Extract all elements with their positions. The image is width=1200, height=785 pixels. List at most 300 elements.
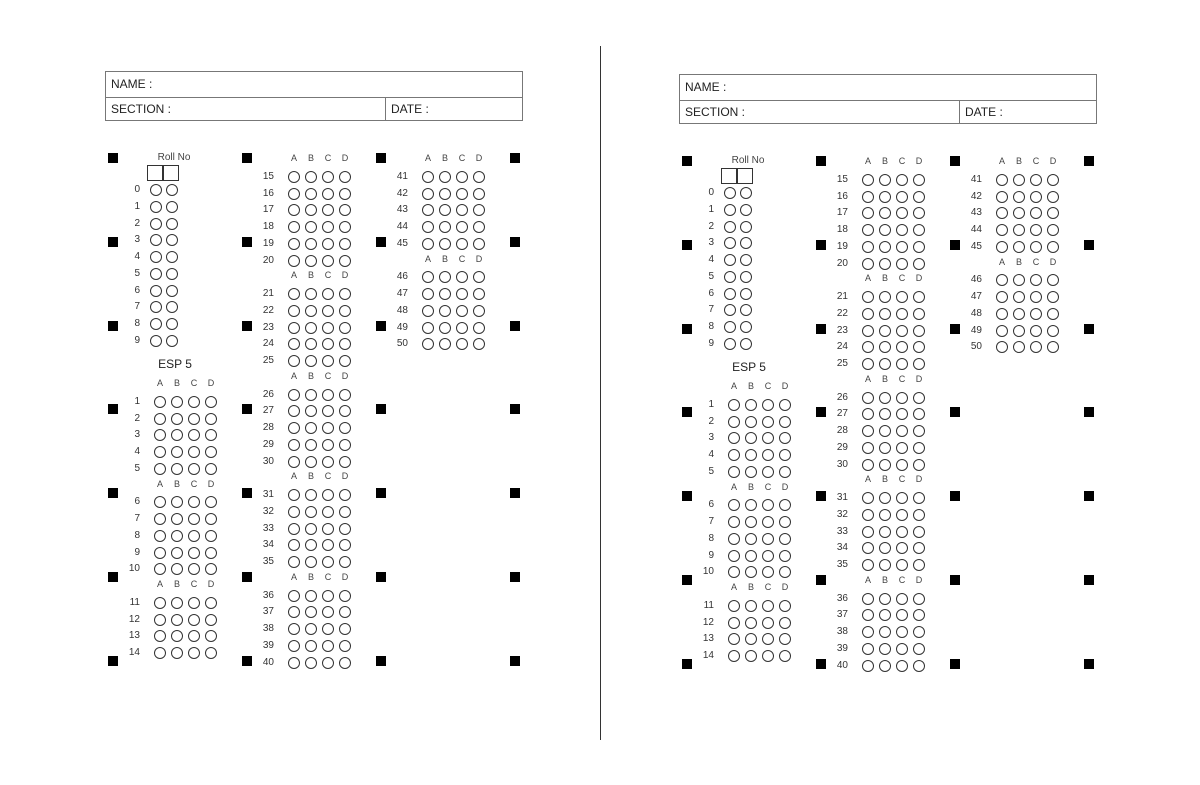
answer-bubble-a[interactable] [728,617,740,629]
answer-bubble-b[interactable] [171,413,183,425]
answer-bubble-d[interactable] [339,305,351,317]
answer-bubble-b[interactable] [171,547,183,559]
answer-bubble-b[interactable] [305,489,317,501]
answer-bubble-a[interactable] [728,416,740,428]
answer-bubble-c[interactable] [896,492,908,504]
answer-bubble-d[interactable] [913,325,925,337]
answer-bubble-d[interactable] [473,171,485,183]
answer-bubble-c[interactable] [762,449,774,461]
answer-bubble-d[interactable] [339,623,351,635]
answer-bubble-b[interactable] [745,432,757,444]
answer-bubble-d[interactable] [205,647,217,659]
answer-bubble-d[interactable] [339,405,351,417]
answer-bubble-c[interactable] [456,271,468,283]
answer-bubble-a[interactable] [728,516,740,528]
answer-bubble-b[interactable] [745,399,757,411]
roll-bubble-units[interactable] [166,301,178,313]
roll-bubble-units[interactable] [740,221,752,233]
answer-bubble-b[interactable] [439,271,451,283]
roll-bubble-units[interactable] [166,184,178,196]
answer-bubble-a[interactable] [862,241,874,253]
answer-bubble-c[interactable] [1030,291,1042,303]
answer-bubble-d[interactable] [205,513,217,525]
answer-bubble-c[interactable] [762,399,774,411]
answer-bubble-c[interactable] [896,526,908,538]
answer-bubble-a[interactable] [996,341,1008,353]
answer-bubble-c[interactable] [322,238,334,250]
answer-bubble-c[interactable] [322,539,334,551]
answer-bubble-a[interactable] [288,171,300,183]
roll-bubble-tens[interactable] [150,184,162,196]
answer-bubble-d[interactable] [473,221,485,233]
answer-bubble-d[interactable] [779,550,791,562]
answer-bubble-a[interactable] [862,392,874,404]
answer-bubble-c[interactable] [896,593,908,605]
answer-bubble-a[interactable] [728,449,740,461]
answer-bubble-d[interactable] [339,657,351,669]
answer-bubble-d[interactable] [205,547,217,559]
answer-bubble-b[interactable] [879,609,891,621]
roll-digit-box-2[interactable] [737,168,753,184]
answer-bubble-b[interactable] [879,425,891,437]
answer-bubble-b[interactable] [305,305,317,317]
answer-bubble-b[interactable] [171,597,183,609]
answer-bubble-b[interactable] [305,439,317,451]
answer-bubble-a[interactable] [288,322,300,334]
answer-bubble-d[interactable] [779,399,791,411]
answer-bubble-a[interactable] [862,492,874,504]
roll-bubble-units[interactable] [740,254,752,266]
answer-bubble-a[interactable] [288,556,300,568]
answer-bubble-b[interactable] [305,221,317,233]
answer-bubble-a[interactable] [862,609,874,621]
answer-bubble-b[interactable] [745,550,757,562]
answer-bubble-b[interactable] [879,258,891,270]
answer-bubble-a[interactable] [996,191,1008,203]
answer-bubble-d[interactable] [913,542,925,554]
roll-bubble-tens[interactable] [150,318,162,330]
answer-bubble-c[interactable] [896,425,908,437]
answer-bubble-b[interactable] [305,640,317,652]
answer-bubble-c[interactable] [762,466,774,478]
answer-bubble-c[interactable] [896,174,908,186]
answer-bubble-d[interactable] [473,204,485,216]
answer-bubble-d[interactable] [205,530,217,542]
answer-bubble-d[interactable] [473,288,485,300]
answer-bubble-c[interactable] [188,429,200,441]
roll-bubble-units[interactable] [740,187,752,199]
answer-bubble-a[interactable] [728,600,740,612]
answer-bubble-b[interactable] [171,463,183,475]
answer-bubble-b[interactable] [171,429,183,441]
answer-bubble-a[interactable] [288,489,300,501]
answer-bubble-a[interactable] [862,559,874,571]
answer-bubble-c[interactable] [896,191,908,203]
answer-bubble-b[interactable] [879,191,891,203]
answer-bubble-a[interactable] [996,224,1008,236]
answer-bubble-a[interactable] [288,539,300,551]
roll-bubble-tens[interactable] [724,321,736,333]
answer-bubble-c[interactable] [1030,224,1042,236]
answer-bubble-c[interactable] [896,341,908,353]
answer-bubble-a[interactable] [862,542,874,554]
answer-bubble-d[interactable] [339,556,351,568]
answer-bubble-c[interactable] [322,556,334,568]
answer-bubble-c[interactable] [322,389,334,401]
answer-bubble-b[interactable] [439,288,451,300]
answer-bubble-a[interactable] [862,358,874,370]
answer-bubble-d[interactable] [779,650,791,662]
answer-bubble-b[interactable] [305,556,317,568]
answer-bubble-b[interactable] [879,358,891,370]
answer-bubble-b[interactable] [439,221,451,233]
answer-bubble-a[interactable] [728,466,740,478]
roll-bubble-tens[interactable] [724,237,736,249]
answer-bubble-c[interactable] [322,523,334,535]
answer-bubble-b[interactable] [879,593,891,605]
answer-bubble-d[interactable] [339,456,351,468]
answer-bubble-c[interactable] [896,392,908,404]
answer-bubble-a[interactable] [422,171,434,183]
answer-bubble-b[interactable] [305,238,317,250]
date-field[interactable] [960,100,1096,124]
answer-bubble-a[interactable] [728,399,740,411]
answer-bubble-c[interactable] [1030,207,1042,219]
answer-bubble-c[interactable] [896,643,908,655]
answer-bubble-c[interactable] [322,305,334,317]
answer-bubble-b[interactable] [171,563,183,575]
answer-bubble-d[interactable] [913,207,925,219]
answer-bubble-a[interactable] [154,597,166,609]
answer-bubble-c[interactable] [762,499,774,511]
answer-bubble-a[interactable] [422,204,434,216]
answer-bubble-c[interactable] [322,422,334,434]
roll-bubble-units[interactable] [166,268,178,280]
answer-bubble-d[interactable] [779,449,791,461]
answer-bubble-a[interactable] [862,224,874,236]
answer-bubble-a[interactable] [288,221,300,233]
answer-bubble-d[interactable] [339,590,351,602]
roll-bubble-units[interactable] [166,234,178,246]
roll-bubble-tens[interactable] [150,201,162,213]
answer-bubble-c[interactable] [322,506,334,518]
answer-bubble-d[interactable] [913,509,925,521]
answer-bubble-c[interactable] [896,609,908,621]
answer-bubble-c[interactable] [762,550,774,562]
answer-bubble-d[interactable] [1047,308,1059,320]
answer-bubble-c[interactable] [1030,274,1042,286]
answer-bubble-b[interactable] [879,643,891,655]
answer-bubble-d[interactable] [339,238,351,250]
answer-bubble-b[interactable] [879,291,891,303]
answer-bubble-d[interactable] [339,221,351,233]
answer-bubble-a[interactable] [728,566,740,578]
answer-bubble-b[interactable] [305,506,317,518]
section-field[interactable] [106,97,386,121]
answer-bubble-b[interactable] [745,516,757,528]
answer-bubble-c[interactable] [456,322,468,334]
answer-bubble-b[interactable] [1013,274,1025,286]
answer-bubble-a[interactable] [728,550,740,562]
answer-bubble-a[interactable] [154,396,166,408]
answer-bubble-c[interactable] [762,533,774,545]
roll-bubble-units[interactable] [166,201,178,213]
answer-bubble-a[interactable] [288,338,300,350]
answer-bubble-d[interactable] [913,609,925,621]
answer-bubble-c[interactable] [762,566,774,578]
answer-bubble-b[interactable] [745,466,757,478]
answer-bubble-d[interactable] [779,499,791,511]
answer-bubble-b[interactable] [1013,241,1025,253]
answer-bubble-a[interactable] [154,530,166,542]
answer-bubble-b[interactable] [171,446,183,458]
roll-bubble-tens[interactable] [724,187,736,199]
answer-bubble-a[interactable] [996,174,1008,186]
answer-bubble-b[interactable] [171,630,183,642]
answer-bubble-b[interactable] [305,204,317,216]
answer-bubble-b[interactable] [879,174,891,186]
answer-bubble-d[interactable] [913,358,925,370]
answer-bubble-a[interactable] [422,238,434,250]
answer-bubble-d[interactable] [913,425,925,437]
roll-digit-box-1[interactable] [147,165,163,181]
answer-bubble-b[interactable] [171,614,183,626]
answer-bubble-b[interactable] [171,396,183,408]
answer-bubble-d[interactable] [1047,291,1059,303]
answer-bubble-a[interactable] [154,446,166,458]
answer-bubble-a[interactable] [288,355,300,367]
answer-bubble-b[interactable] [1013,191,1025,203]
answer-bubble-a[interactable] [154,496,166,508]
answer-bubble-d[interactable] [205,413,217,425]
answer-bubble-a[interactable] [154,413,166,425]
answer-bubble-b[interactable] [305,422,317,434]
answer-bubble-c[interactable] [762,600,774,612]
answer-bubble-d[interactable] [339,489,351,501]
answer-bubble-a[interactable] [862,308,874,320]
answer-bubble-d[interactable] [913,660,925,672]
answer-bubble-d[interactable] [1047,341,1059,353]
answer-bubble-b[interactable] [305,590,317,602]
answer-bubble-b[interactable] [879,509,891,521]
answer-bubble-b[interactable] [1013,341,1025,353]
answer-bubble-a[interactable] [288,623,300,635]
answer-bubble-a[interactable] [996,325,1008,337]
roll-bubble-units[interactable] [166,218,178,230]
answer-bubble-a[interactable] [996,291,1008,303]
roll-bubble-tens[interactable] [724,304,736,316]
answer-bubble-b[interactable] [745,600,757,612]
answer-bubble-c[interactable] [188,513,200,525]
answer-bubble-b[interactable] [305,355,317,367]
answer-bubble-d[interactable] [779,633,791,645]
answer-bubble-b[interactable] [1013,174,1025,186]
answer-bubble-d[interactable] [779,600,791,612]
answer-bubble-c[interactable] [896,626,908,638]
answer-bubble-a[interactable] [288,255,300,267]
answer-bubble-d[interactable] [779,416,791,428]
answer-bubble-d[interactable] [913,459,925,471]
answer-bubble-a[interactable] [862,291,874,303]
answer-bubble-b[interactable] [879,241,891,253]
answer-bubble-c[interactable] [1030,325,1042,337]
answer-bubble-a[interactable] [862,442,874,454]
answer-bubble-a[interactable] [862,191,874,203]
answer-bubble-d[interactable] [205,597,217,609]
answer-bubble-a[interactable] [154,513,166,525]
answer-bubble-c[interactable] [322,606,334,618]
answer-bubble-b[interactable] [879,660,891,672]
answer-bubble-d[interactable] [473,338,485,350]
answer-bubble-d[interactable] [339,606,351,618]
roll-bubble-units[interactable] [166,251,178,263]
answer-bubble-c[interactable] [322,489,334,501]
answer-bubble-a[interactable] [862,593,874,605]
answer-bubble-d[interactable] [913,559,925,571]
answer-bubble-a[interactable] [862,425,874,437]
answer-bubble-a[interactable] [288,439,300,451]
answer-bubble-d[interactable] [339,322,351,334]
answer-bubble-b[interactable] [879,341,891,353]
answer-bubble-d[interactable] [205,446,217,458]
answer-bubble-b[interactable] [171,513,183,525]
answer-bubble-c[interactable] [188,614,200,626]
answer-bubble-a[interactable] [154,429,166,441]
answer-bubble-c[interactable] [456,305,468,317]
answer-bubble-b[interactable] [745,416,757,428]
answer-bubble-d[interactable] [913,174,925,186]
answer-bubble-d[interactable] [1047,325,1059,337]
answer-bubble-d[interactable] [913,492,925,504]
answer-bubble-d[interactable] [913,442,925,454]
answer-bubble-c[interactable] [322,171,334,183]
answer-bubble-b[interactable] [745,499,757,511]
answer-bubble-b[interactable] [745,650,757,662]
answer-bubble-c[interactable] [322,204,334,216]
answer-bubble-c[interactable] [322,439,334,451]
answer-bubble-d[interactable] [339,640,351,652]
roll-bubble-units[interactable] [740,338,752,350]
roll-digit-box-1[interactable] [721,168,737,184]
name-field[interactable] [680,75,1096,101]
roll-bubble-tens[interactable] [724,221,736,233]
answer-bubble-c[interactable] [322,590,334,602]
answer-bubble-d[interactable] [205,630,217,642]
answer-bubble-b[interactable] [305,606,317,618]
answer-bubble-b[interactable] [1013,325,1025,337]
answer-bubble-d[interactable] [913,191,925,203]
answer-bubble-c[interactable] [762,416,774,428]
answer-bubble-a[interactable] [422,271,434,283]
roll-bubble-units[interactable] [166,335,178,347]
answer-bubble-c[interactable] [322,355,334,367]
answer-bubble-c[interactable] [456,221,468,233]
answer-bubble-d[interactable] [473,271,485,283]
answer-bubble-a[interactable] [288,238,300,250]
answer-bubble-d[interactable] [339,188,351,200]
answer-bubble-a[interactable] [862,341,874,353]
answer-bubble-d[interactable] [473,322,485,334]
answer-bubble-c[interactable] [322,255,334,267]
answer-bubble-a[interactable] [288,204,300,216]
answer-bubble-b[interactable] [1013,308,1025,320]
answer-bubble-b[interactable] [439,322,451,334]
answer-bubble-c[interactable] [896,241,908,253]
answer-bubble-c[interactable] [762,432,774,444]
answer-bubble-c[interactable] [896,291,908,303]
answer-bubble-d[interactable] [913,241,925,253]
answer-bubble-d[interactable] [913,392,925,404]
answer-bubble-b[interactable] [305,171,317,183]
answer-bubble-a[interactable] [288,523,300,535]
answer-bubble-c[interactable] [762,633,774,645]
answer-bubble-a[interactable] [996,274,1008,286]
answer-bubble-a[interactable] [862,509,874,521]
answer-bubble-b[interactable] [879,308,891,320]
answer-bubble-b[interactable] [879,526,891,538]
answer-bubble-d[interactable] [1047,241,1059,253]
roll-bubble-tens[interactable] [724,338,736,350]
answer-bubble-d[interactable] [779,617,791,629]
answer-bubble-b[interactable] [879,224,891,236]
answer-bubble-c[interactable] [456,338,468,350]
answer-bubble-a[interactable] [728,499,740,511]
answer-bubble-c[interactable] [188,396,200,408]
answer-bubble-a[interactable] [728,633,740,645]
answer-bubble-d[interactable] [1047,274,1059,286]
answer-bubble-a[interactable] [862,526,874,538]
answer-bubble-d[interactable] [779,516,791,528]
answer-bubble-c[interactable] [188,597,200,609]
answer-bubble-a[interactable] [154,563,166,575]
answer-bubble-d[interactable] [339,338,351,350]
answer-bubble-b[interactable] [439,204,451,216]
answer-bubble-c[interactable] [1030,191,1042,203]
roll-digit-box-2[interactable] [163,165,179,181]
answer-bubble-a[interactable] [288,422,300,434]
answer-bubble-c[interactable] [188,463,200,475]
answer-bubble-c[interactable] [896,308,908,320]
roll-bubble-units[interactable] [166,318,178,330]
roll-bubble-tens[interactable] [150,268,162,280]
roll-bubble-units[interactable] [740,271,752,283]
roll-bubble-units[interactable] [740,288,752,300]
answer-bubble-c[interactable] [896,358,908,370]
answer-bubble-a[interactable] [996,207,1008,219]
answer-bubble-d[interactable] [473,238,485,250]
answer-bubble-c[interactable] [322,456,334,468]
answer-bubble-b[interactable] [879,207,891,219]
answer-bubble-b[interactable] [879,542,891,554]
answer-bubble-c[interactable] [896,207,908,219]
answer-bubble-d[interactable] [205,563,217,575]
answer-bubble-c[interactable] [322,221,334,233]
answer-bubble-a[interactable] [862,408,874,420]
answer-bubble-a[interactable] [288,657,300,669]
answer-bubble-b[interactable] [305,255,317,267]
answer-bubble-d[interactable] [1047,191,1059,203]
answer-bubble-b[interactable] [879,559,891,571]
answer-bubble-a[interactable] [288,188,300,200]
answer-bubble-c[interactable] [456,238,468,250]
answer-bubble-b[interactable] [305,188,317,200]
answer-bubble-d[interactable] [779,432,791,444]
answer-bubble-c[interactable] [762,516,774,528]
roll-bubble-tens[interactable] [724,254,736,266]
answer-bubble-d[interactable] [913,308,925,320]
answer-bubble-d[interactable] [339,439,351,451]
roll-bubble-tens[interactable] [150,251,162,263]
